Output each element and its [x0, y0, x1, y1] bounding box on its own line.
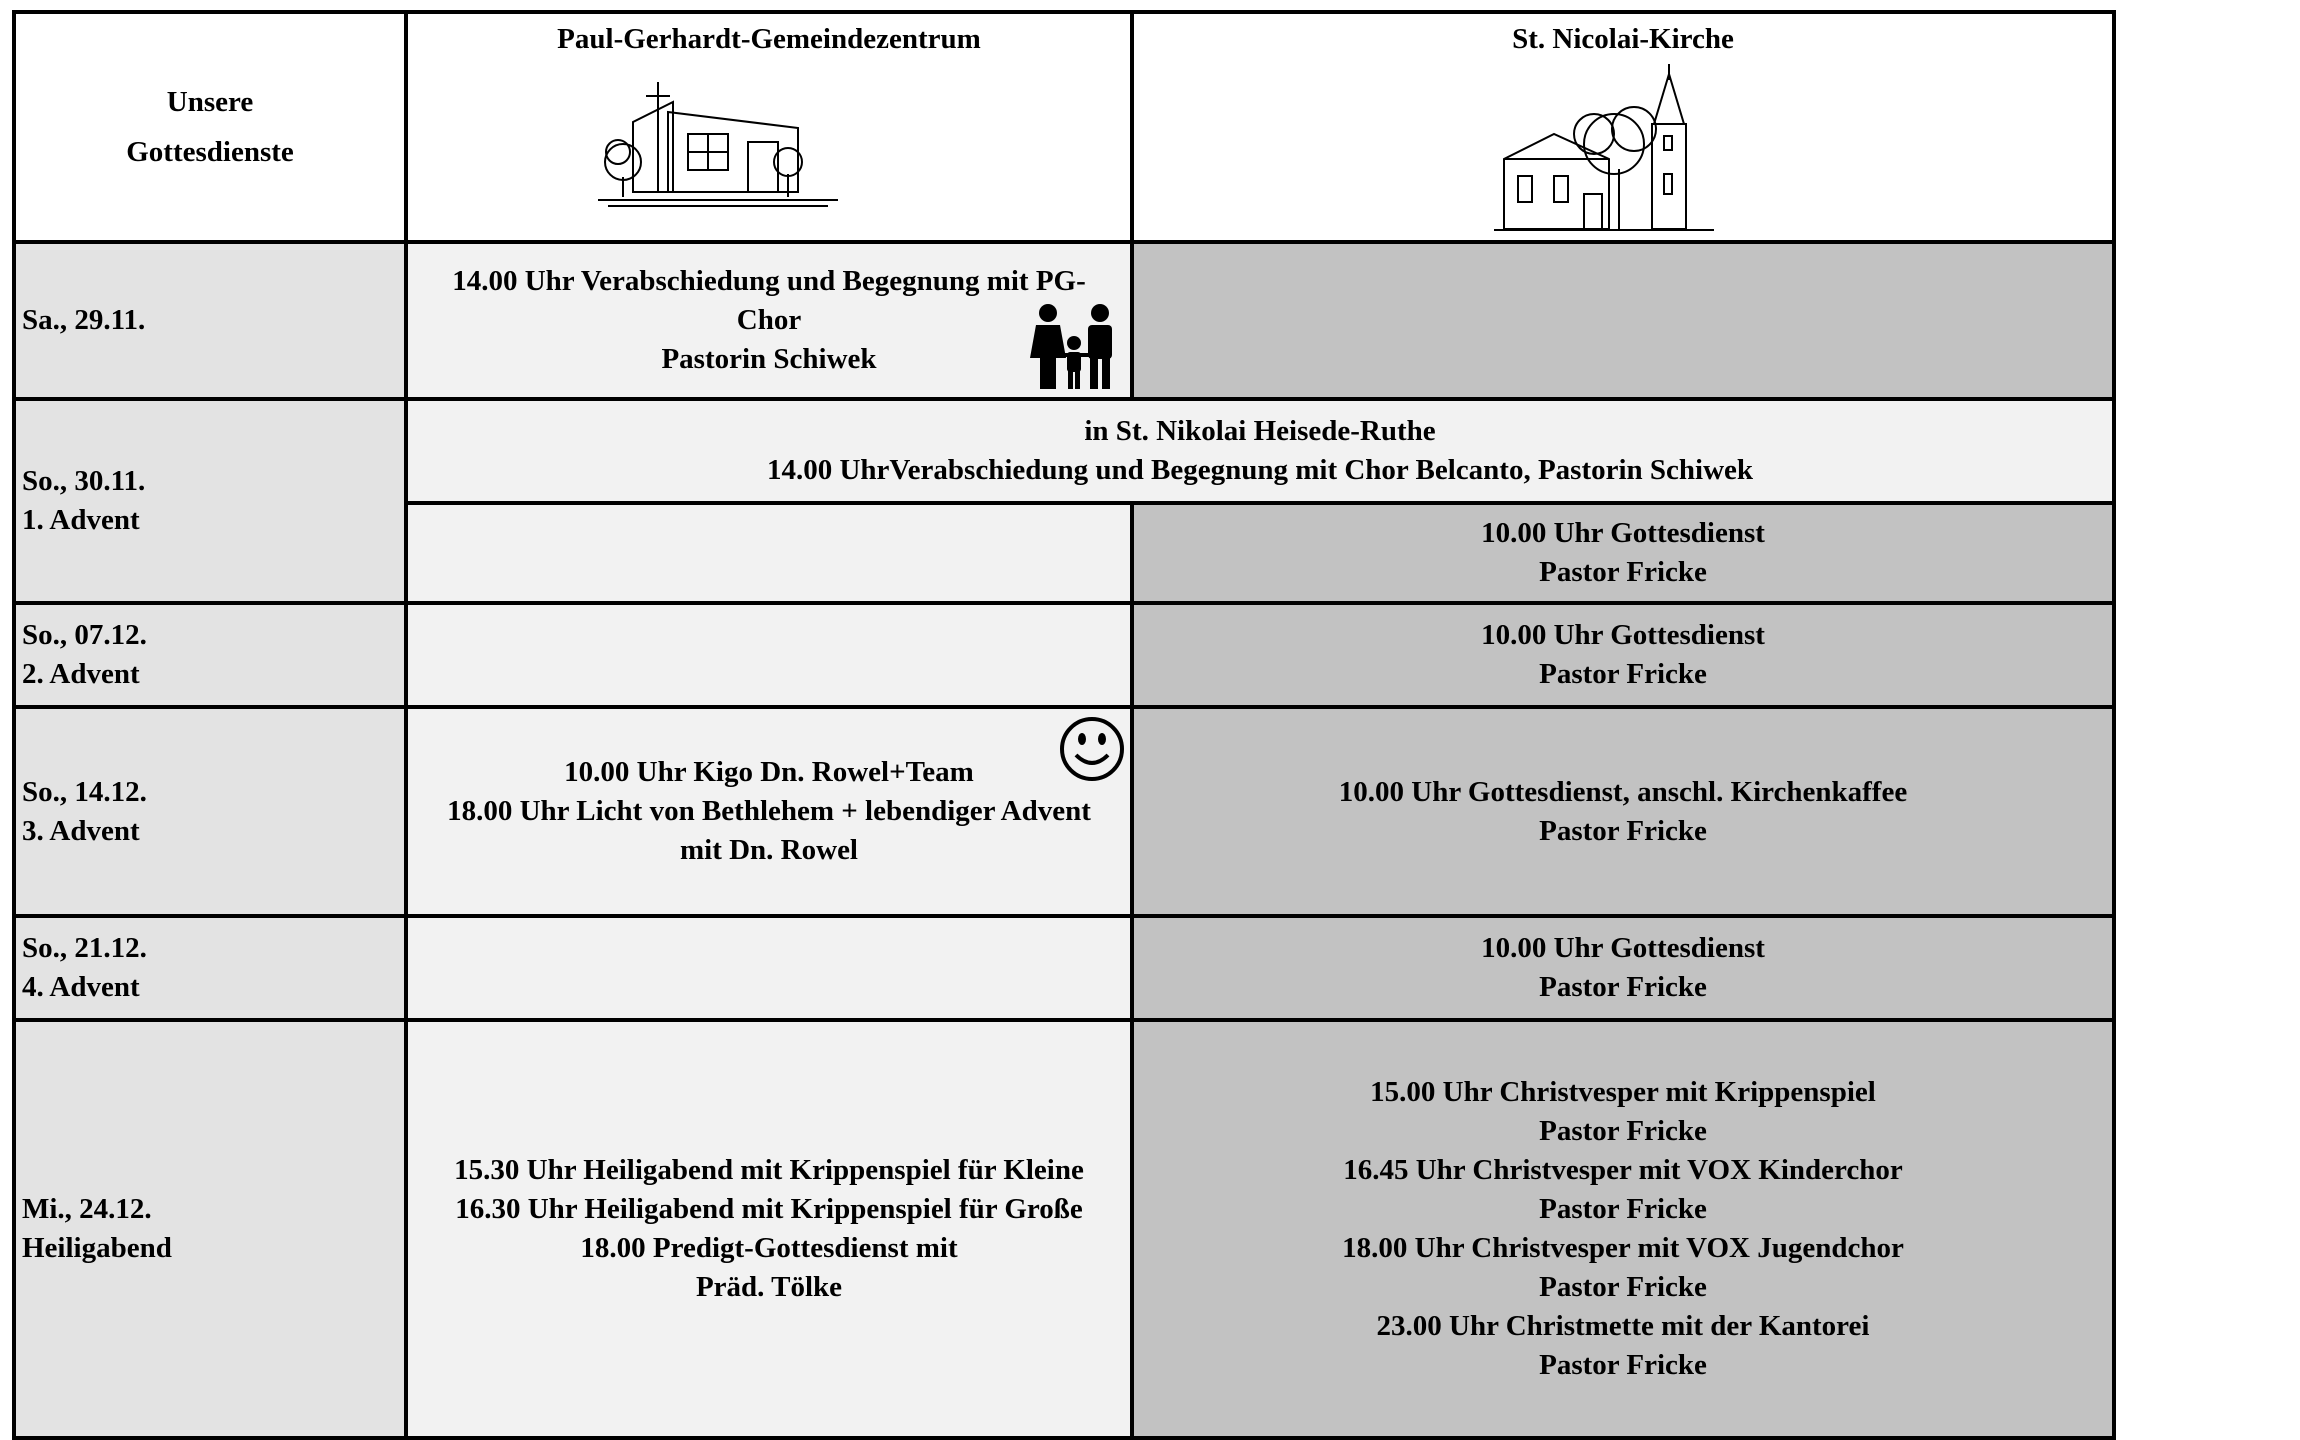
- date-line: So., 21.12.: [22, 932, 147, 964]
- service-line: Pastor Fricke: [1539, 1349, 1707, 1381]
- tower-church-drawing: [1494, 64, 1714, 234]
- date-cell: [12, 601, 408, 709]
- sn-service-cell: [1130, 914, 2116, 1022]
- service-line: 16.30 Uhr Heiligabend mit Krippenspiel für Große: [455, 1193, 1083, 1225]
- date-cell: [12, 914, 408, 1022]
- date-line: Sa., 29.11.: [22, 304, 146, 336]
- service-line: Pastor Fricke: [1539, 1193, 1707, 1225]
- service-line: 23.00 Uhr Christmette mit der Kantorei: [1376, 1310, 1870, 1342]
- date-line: So., 30.11.: [22, 465, 146, 497]
- modern-church-drawing: [598, 82, 838, 212]
- service-line: 10.00 Uhr Gottesdienst: [1481, 619, 1765, 651]
- pg-service-cell: [404, 501, 1134, 605]
- service-line: Pastorin Schiwek: [661, 343, 877, 375]
- service-line: 14.00 UhrVerabschiedung und Begegnung mit Chor Belcanto, Pastorin Schiwek: [766, 454, 1754, 486]
- pg-service-cell: [404, 914, 1134, 1022]
- service-line: Pastor Fricke: [1539, 1115, 1707, 1147]
- pg-service-cell: [404, 705, 1134, 918]
- service-line: Pastor Fricke: [1539, 971, 1707, 1003]
- sn-service-cell: [1130, 240, 2116, 401]
- date-line: 4. Advent: [22, 971, 140, 1003]
- pg-service-cell: [404, 601, 1134, 709]
- header-st-nicolai-cell: [1130, 10, 2116, 244]
- worship-schedule-table: [12, 10, 2116, 1440]
- service-line: 18.00 Uhr Licht von Bethlehem + lebendiger Advent: [447, 795, 1091, 827]
- service-line: Pastor Fricke: [1539, 1271, 1707, 1303]
- service-line: 10.00 Uhr Kigo Dn. Rowel+Team: [564, 756, 974, 788]
- pg-service-cell: [404, 1018, 1134, 1440]
- service-line: 10.00 Uhr Gottesdienst, anschl. Kirchenkaffee: [1338, 775, 1908, 808]
- date-line: So., 07.12.: [22, 619, 147, 651]
- service-line: 18.00 Predigt-Gottesdienst mit: [580, 1232, 958, 1264]
- service-line: Pastor Fricke: [1539, 658, 1707, 690]
- service-line: 18.00 Uhr Christvesper mit VOX Jugendchor: [1342, 1232, 1904, 1264]
- sn-service-cell: [1130, 705, 2116, 918]
- service-line: Pastor Fricke: [1539, 814, 1707, 847]
- header-st-nicolai-title: St. Nicolai-Kirche: [1512, 23, 1734, 55]
- service-line: 14.00 Uhr Verabschiedung und Begegnung mit PG-: [452, 265, 1086, 297]
- service-line: 10.00 Uhr Gottesdienst: [1481, 517, 1765, 549]
- service-line: 15.30 Uhr Heiligabend mit Krippenspiel für Kleine: [454, 1154, 1084, 1186]
- date-cell: [12, 240, 408, 401]
- header-label-line: Gottesdienste: [126, 136, 294, 168]
- service-line: in St. Nikolai Heisede-Ruthe: [1084, 415, 1436, 447]
- service-line: 16.45 Uhr Christvesper mit VOX Kinderchor: [1343, 1154, 1903, 1186]
- family-icon: [1028, 303, 1120, 389]
- service-line: Chor: [736, 304, 802, 336]
- date-line: 1. Advent: [22, 504, 140, 536]
- service-line: Präd. Tölke: [695, 1271, 843, 1303]
- smiley-icon: [1058, 715, 1126, 783]
- service-line: 15.00 Uhr Christvesper mit Krippenspiel: [1370, 1076, 1876, 1108]
- header-label-line: Unsere: [166, 86, 254, 118]
- service-line: 10.00 Uhr Gottesdienst: [1481, 932, 1765, 964]
- date-line: 2. Advent: [22, 658, 140, 690]
- date-cell: [12, 1018, 408, 1440]
- joint-service-cell: [404, 397, 2116, 505]
- service-line: Pastor Fricke: [1539, 556, 1707, 588]
- date-cell: [12, 705, 408, 918]
- service-line: mit Dn. Rowel: [679, 834, 858, 866]
- date-line: So., 14.12.: [22, 775, 147, 808]
- date-line: Heiligabend: [22, 1232, 172, 1264]
- sn-service-cell: [1130, 601, 2116, 709]
- sn-service-cell: [1130, 501, 2116, 605]
- sn-service-cell: [1130, 1018, 2116, 1440]
- date-cell: [12, 397, 408, 605]
- pg-service-cell: [404, 240, 1134, 401]
- header-paul-gerhardt-title: Paul-Gerhardt-Gemeindezentrum: [557, 23, 981, 55]
- date-line: Mi., 24.12.: [22, 1193, 152, 1225]
- header-label-cell: [12, 10, 408, 244]
- header-paul-gerhardt-cell: [404, 10, 1134, 244]
- date-line: 3. Advent: [22, 814, 140, 847]
